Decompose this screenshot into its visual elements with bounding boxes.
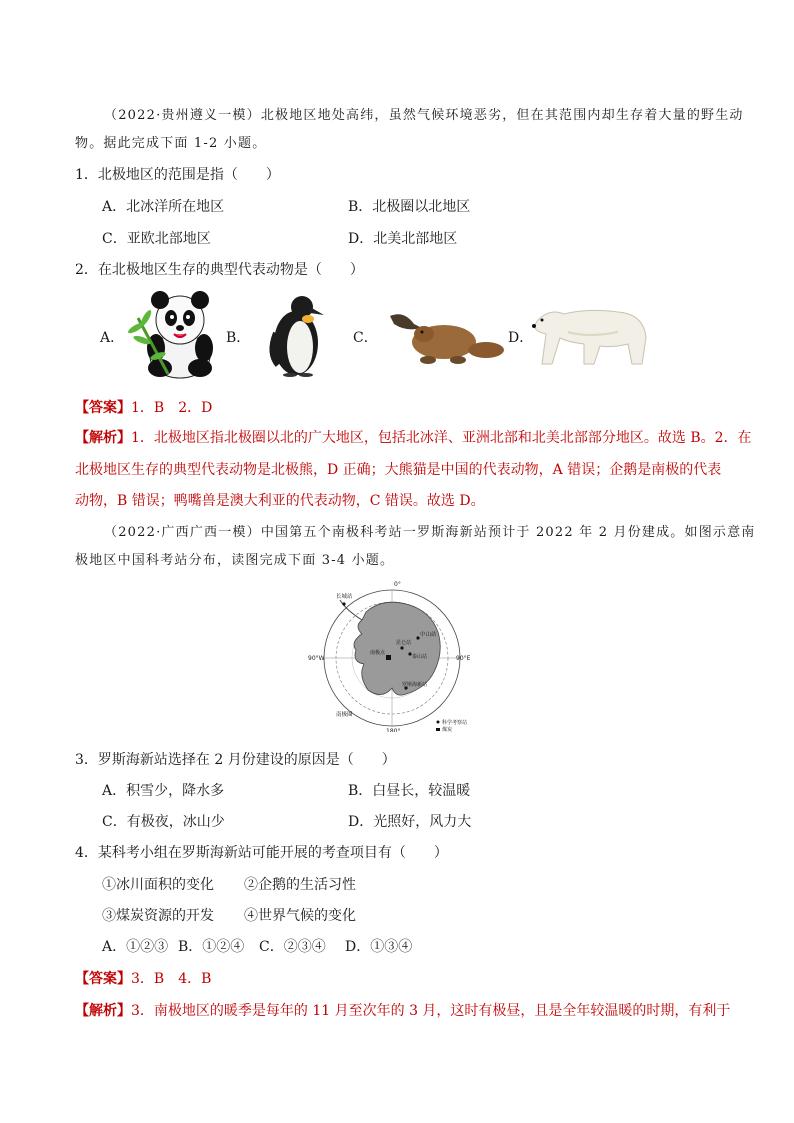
answer-1-text: 1．B 2．D <box>131 400 213 416</box>
question-3-option-c: C．有极夜，冰山少 <box>102 814 225 830</box>
question-1-option-d: D．北美北部地区 <box>348 231 458 247</box>
map-label-ross-new: 罗斯海新站 <box>402 682 428 688</box>
answer-1-tag: 【答案】 <box>75 400 131 416</box>
passage-2-line-1: （2022·广西广西一模）中国第五个南极科考站一罗斯海新站预计于 2022 年 2 月份建成。如图示意南 <box>104 525 756 540</box>
passage-1-line-1: （2022·贵州遵义一模）北极地区地处高纬，虽然气候环境恶劣，但在其范围内却生存着大量的野生动 <box>104 108 744 123</box>
analysis-2-line-1-text: 3．南极地区的暖季是每年的 11 月至次年的 3 月，这时有极昼，且是全年较温暖的时期，有利于 <box>131 1003 731 1019</box>
analysis-2-tag: 【解析】 <box>75 1003 131 1019</box>
question-3-option-a: A．积雪少，降水多 <box>102 783 225 799</box>
platypus-image <box>384 306 504 372</box>
question-3-stem: 3．罗斯海新站选择在 2 月份建设的原因是（ ） <box>75 752 396 768</box>
map-label-right: 90°E <box>456 655 471 662</box>
question-1-option-a: A．北冰洋所在地区 <box>102 199 225 215</box>
analysis-1-line-1 <box>75 427 752 447</box>
passage-1-line-2: 物。据此完成下面 1-2 小题。 <box>75 136 267 151</box>
analysis-1-tag: 【解析】 <box>75 430 131 446</box>
question-4-option-b: B．①②④ <box>178 939 245 955</box>
map-label-south-pole: 南极点 <box>370 650 386 656</box>
question-1-stem: 1．北极地区的范围是指（ ） <box>75 167 280 183</box>
map-label-top: 0° <box>394 581 401 588</box>
map-label-zhongshan: 中山站 <box>420 632 437 638</box>
question-4-item-1: ①冰川面积的变化 <box>102 877 214 893</box>
question-3-option-b: B．白昼长，较温暖 <box>348 783 471 799</box>
answer-2-tag: 【答案】 <box>75 971 131 987</box>
analysis-2-line-1 <box>75 1000 730 1020</box>
question-4-item-4: ④世界气候的变化 <box>244 908 356 924</box>
analysis-1-line-3: 动物，B 错误；鸭嘴兽是澳大利亚的代表动物，C 错误。故选 D。 <box>75 493 485 509</box>
question-3-option-d: D．光照好，风力大 <box>348 814 472 830</box>
penguin-image <box>264 293 334 377</box>
map-label-kunlun: 昆仑站 <box>396 640 412 646</box>
question-2-stem: 2．在北极地区生存的典型代表动物是（ ） <box>75 262 364 278</box>
answer-1 <box>75 397 212 417</box>
map-label-ross-sea: 南极圈 <box>336 712 353 718</box>
map-label-great-wall: 长城站 <box>336 594 353 600</box>
question-2-label-c: C． <box>353 330 378 346</box>
question-4-item-2: ②企鹅的生活习性 <box>244 877 356 893</box>
map-label-taishan: 泰山站 <box>412 654 428 660</box>
question-4-option-a: A．①②③ <box>102 939 169 955</box>
map-legend-coal: 煤炭 <box>442 727 453 732</box>
map-label-bottom: 180° <box>386 728 401 732</box>
question-4-option-c: C．②③④ <box>259 939 326 955</box>
panda-image <box>128 288 224 380</box>
passage-2-line-2: 极地区中国科考站分布，读图完成下面 3-4 小题。 <box>75 553 395 568</box>
answer-2-text: 3．B 4．B <box>131 971 212 987</box>
question-2-label-b: B． <box>226 330 251 346</box>
analysis-1-line-2: 北极地区生存的典型代表动物是北极熊，D 正确；大熊猫是中国的代表动物，A 错误；企鹅是南极的代表 <box>75 462 722 478</box>
question-2-label-d: D． <box>508 330 534 346</box>
question-1-option-b: B．北极圈以北地区 <box>348 199 471 215</box>
map-legend-station: 科学考察站 <box>442 720 468 726</box>
question-1-option-c: C．亚欧北部地区 <box>102 231 211 247</box>
answer-2 <box>75 968 211 988</box>
question-4-option-d: D．①③④ <box>345 939 413 955</box>
question-2-label-a: A． <box>100 330 125 346</box>
antarctica-map <box>306 576 482 732</box>
question-4-stem: 4．某科考小组在罗斯海新站可能开展的考查项目有（ ） <box>75 845 448 861</box>
question-4-item-3: ③煤炭资源的开发 <box>102 908 214 924</box>
polar-bear-image <box>528 302 650 368</box>
map-label-left: 90°W <box>308 655 325 662</box>
analysis-1-line-1-text: 1．北极地区指北极圈以北的广大地区，包括北冰洋、亚洲北部和北美北部部分地区。故选 B。2．在 <box>131 430 752 446</box>
